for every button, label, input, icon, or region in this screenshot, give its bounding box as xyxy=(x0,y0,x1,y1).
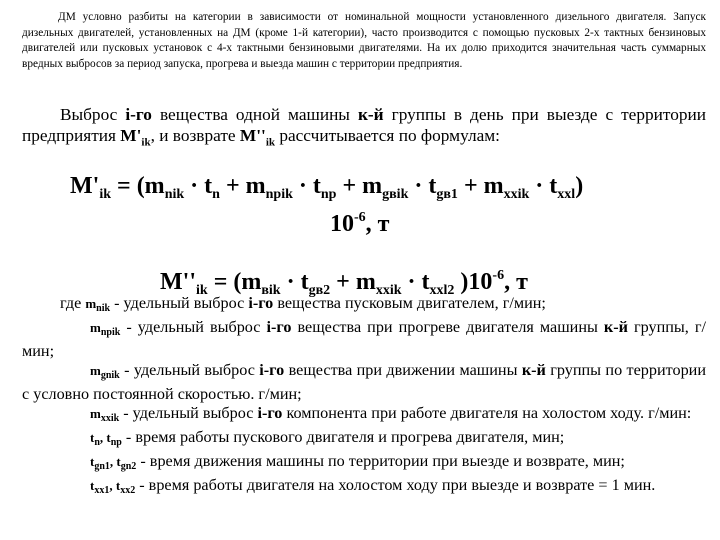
definition-symbol xyxy=(90,454,137,472)
formula-term: · t xyxy=(184,173,213,199)
lead-text: рассчитывается по формулам: xyxy=(275,126,500,145)
formula-term: M' xyxy=(70,173,100,199)
definition-i-term: i-го xyxy=(248,294,274,312)
symbol-base: m xyxy=(90,406,101,421)
definition-text: - удельный выброс xyxy=(120,318,267,336)
definition-text: - удельный выброс xyxy=(119,361,260,379)
definition-text: - время работы пускового двигателя и прогрева двигателя, мин; xyxy=(121,428,565,446)
formula-subscript: xxl2 xyxy=(429,283,455,298)
definition-item xyxy=(22,361,706,404)
lead-m1-symbol: M' xyxy=(120,126,142,145)
formula-term: · t xyxy=(280,269,309,295)
intro-paragraph: ДМ условно разбиты на категории в зависимости от номинальной мощности установленного дизельного двигателя. Запуск дизельных двигателей, установленных на ДМ (кроме 1-й категории), часто производится с помощью пусковых 2-х тактных бензиновых двигателей или пусковых установок с 4-х тактными бензиновыми двигателями. На их долю приходится значительная часть суммарных вредных выбросов за период запуска, прогрева и выезда машин с территории предприятия. xyxy=(22,11,706,70)
symbol-subscript: xx1 xyxy=(94,485,110,496)
lead-i-term: i-го xyxy=(125,105,152,124)
formula-term: , т xyxy=(365,211,390,237)
lead-m2-sub: ik xyxy=(265,136,275,149)
formula-term: M'' xyxy=(160,269,196,295)
definition-text: - удельный выброс xyxy=(119,404,258,422)
definition-symbol xyxy=(90,406,120,424)
lead-text: вещества одной машины xyxy=(151,105,358,124)
symbol-base: t xyxy=(90,430,95,445)
formula-subscript: ik xyxy=(99,187,112,202)
lead-text: Выброс xyxy=(60,105,126,124)
definition-symbol xyxy=(85,296,111,314)
definition-text: - время работы двигателя на холостом ходу при выезде и возврате = 1 мин. xyxy=(135,476,656,494)
symbol-subscript: nik xyxy=(96,303,111,314)
definition-k-term: к-й xyxy=(603,318,628,336)
formula-superscript: -6 xyxy=(354,210,366,225)
definition-text: где xyxy=(60,294,86,312)
formula-subscript: gвik xyxy=(382,187,409,202)
formula-term: + m xyxy=(336,173,383,199)
definition-item xyxy=(22,452,706,476)
definition-item xyxy=(22,476,706,500)
formula-subscript: n xyxy=(212,187,220,202)
formula-subscript: xxik xyxy=(503,187,530,202)
definition-k-term: к-й xyxy=(521,361,546,379)
symbol-base: , t xyxy=(109,454,121,469)
definition-text: вещества пусковым двигателем, г/мин; xyxy=(273,294,546,312)
formula-subscript: np xyxy=(320,187,337,202)
formula-term: · t xyxy=(408,173,437,199)
lead-text: группы в день при выезде с территории предприятия xyxy=(22,105,706,145)
symbol-base: m xyxy=(90,363,101,378)
definition-text: вещества при прогреве двигателя машины xyxy=(291,318,604,336)
definitions-list xyxy=(22,294,706,500)
definition-i-term: i-го xyxy=(266,318,292,336)
definition-i-term: i-го xyxy=(259,361,285,379)
symbol-subscript: gn1 xyxy=(94,461,110,472)
formula-subscript: gв2 xyxy=(308,283,331,298)
formula-subscript: nik xyxy=(164,187,185,202)
formula-term: · t xyxy=(401,269,430,295)
lead-text: , и возврате xyxy=(150,126,240,145)
formula-subscript: gв1 xyxy=(436,187,458,202)
definition-item xyxy=(22,318,706,361)
lead-m1-sub: ik xyxy=(141,136,151,149)
symbol-subscript: npik xyxy=(100,327,121,338)
formula-subscript: npik xyxy=(265,187,293,202)
definition-text: - время движения машины по территории при выезде и возврате, мин; xyxy=(136,452,625,470)
symbol-base: m xyxy=(90,320,101,335)
symbol-base: , t xyxy=(109,478,121,493)
definition-item xyxy=(22,404,706,428)
formula-term: = (m xyxy=(207,269,262,295)
symbol-subscript: n xyxy=(94,437,100,448)
symbol-subscript: gnik xyxy=(100,370,120,381)
symbol-subscript: np xyxy=(110,437,122,448)
lead-paragraph xyxy=(22,104,706,153)
formula-departure xyxy=(70,172,583,209)
symbol-base: t xyxy=(90,478,95,493)
definition-text: группы, г/мин; xyxy=(22,318,707,360)
symbol-base: t xyxy=(90,454,95,469)
formula-superscript: -6 xyxy=(492,268,505,283)
definition-symbol xyxy=(90,320,121,338)
formula-term: )10 xyxy=(454,269,493,295)
definition-text: группы по территории с условно постоянной скоростью. г/мин; xyxy=(22,361,707,403)
formula-term: + m xyxy=(330,269,376,295)
formula-term: ) xyxy=(575,173,584,199)
formula-subscript: вik xyxy=(261,283,281,298)
symbol-subscript: gn2 xyxy=(120,461,137,472)
formula-term: + m xyxy=(457,173,504,199)
definition-text: - удельный выброс xyxy=(110,294,249,312)
lead-m2-symbol: M'' xyxy=(239,126,266,145)
definition-item xyxy=(22,428,706,452)
definition-symbol xyxy=(90,363,120,381)
formula-subscript: xxik xyxy=(375,283,402,298)
formula-term: · t xyxy=(292,173,321,199)
formula-departure-factor xyxy=(330,204,389,238)
definition-text: компонента при работе двигателя на холостом ходу. г/мин: xyxy=(282,404,692,422)
formula-subscript: ik xyxy=(196,283,208,298)
formula-term: = (m xyxy=(111,173,165,199)
formula-term: · t xyxy=(529,173,558,199)
definition-item xyxy=(22,294,706,318)
formula-subscript: xxl xyxy=(557,187,576,202)
symbol-subscript: xx2 xyxy=(120,485,136,496)
definition-symbol xyxy=(90,478,136,496)
lead-k-term: к-й xyxy=(357,105,384,124)
formula-term: , т xyxy=(504,269,528,295)
definition-text: вещества при движении машины xyxy=(284,361,522,379)
formula-term: 10 xyxy=(330,211,354,237)
formula-term: + m xyxy=(219,173,266,199)
symbol-base: , t xyxy=(99,430,111,445)
symbol-base: m xyxy=(85,296,97,311)
symbol-subscript: xxik xyxy=(100,413,120,424)
definition-symbol xyxy=(90,430,122,448)
definition-i-term: i-го xyxy=(257,404,283,422)
